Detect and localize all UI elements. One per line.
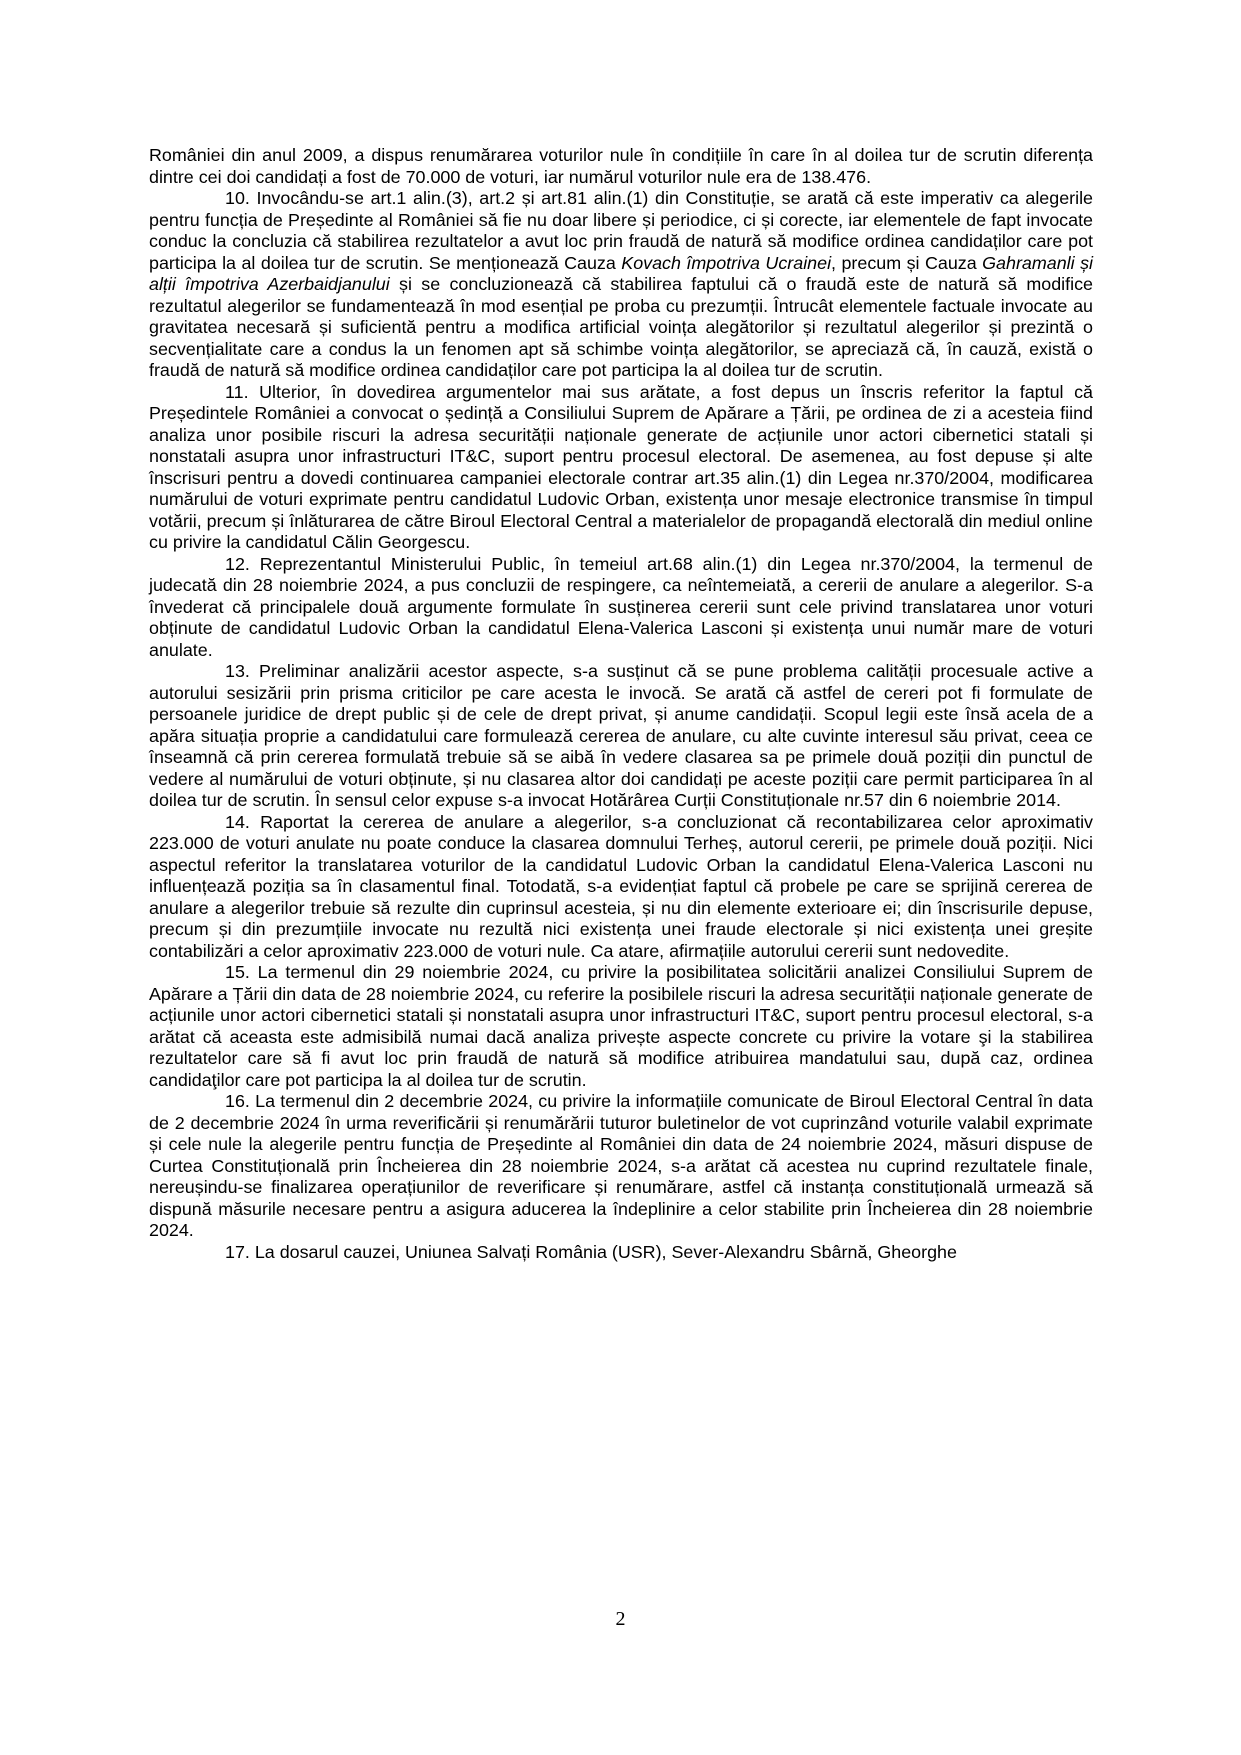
paragraph-text: 12. Reprezentantul Ministerului Public, în temeiul art.68 alin.(1) din Legea nr.370/2004, la termenul de judecată din 28 noiembrie 2024, a pus concluzii de respingere, ca neîntemeiată, a cererii de anulare a alegerilor. S-a învederat că principalele două argumente formulate în susținerea cererii sunt cele privind translatarea unor voturi obținute de candidatul Ludovic Orban la candidatul Elena-Valerica Lasconi și existența unui număr mare de voturi anulate. — [149, 553, 1093, 660]
paragraph — [149, 1242, 1093, 1264]
paragraph-text: , precum și Cauza — [831, 252, 983, 273]
paragraph — [149, 661, 1093, 812]
paragraph-text: 13. Preliminar analizării acestor aspecte, s-a susținut că se pune problema calității procesuale active a autorului sesizării prin prisma criticilor pe care acesta le invocă. Se arată că astfel de cereri pot fi formulate de persoanele juridice de drept public și de cele de drept privat, și anume candidații. Scopul legii este însă acela de a apăra situația proprie a candidatului care formulează cererea de anulare, cu alte cuvinte interesul său privat, ceea ce înseamnă că prin cererea formulată trebuie să se aibă în vedere clasarea sa pe primele două poziții din punctul de vedere al numărului de voturi obținute, și nu clasarea altor doi candidați pe aceste poziții care permit participarea în al doilea tur de scrutin. În sensul celor expuse s-a invocat Hotărârea Curții Constituționale nr.57 din 6 noiembrie 2014. — [149, 661, 1093, 810]
paragraph-text: 14. Raportat la cererea de anulare a alegerilor, s-a concluzionat că recontabilizarea celor aproximativ 223.000 de voturi anulate nu poate conduce la clasarea domnului Terheș, autorul cererii, pe primele două poziții. Nici aspectul referitor la translatarea voturilor de la candidatul Ludovic Orban la candidatul Elena-Valerica Lasconi nu influențează poziția sa în clasamentul final. Totodată, s-a evidențiat faptul că probele pe care se sprijină cererea de anulare a alegerilor trebuie să rezulte din cuprinsul acesteia, și nu din elemente exterioare ei; din înscrisurile depuse, precum și din prezumțiile invocate nu rezultă nici existența unei fraude electorale și nici existența unei greșite contabilizări a celor aproximativ 223.000 de voturi nule. Ca atare, afirmațiile autorului cererii sunt nedovedite. — [149, 811, 1093, 961]
paragraph-text: României din anul 2009, a dispus renumărarea voturilor nule în condițiile în care în al doilea tur de scrutin diferența dintre cei doi candidați a fost de 70.000 de voturi, iar numărul voturilor nule era de 138.476. — [149, 145, 1093, 187]
document-body — [149, 145, 1093, 1263]
paragraph — [149, 554, 1093, 662]
page-number: 2 — [615, 1608, 626, 1630]
case-name-italic: Kovach împotriva Ucrainei — [621, 252, 832, 273]
paragraph — [149, 1091, 1093, 1242]
paragraph — [149, 812, 1093, 963]
paragraph-text: 17. La dosarul cauzei, Uniunea Salvați România (USR), Sever-Alexandru Sbârnă, Gheorghe — [225, 1241, 957, 1262]
paragraph — [149, 188, 1093, 382]
paragraph-text: 15. La termenul din 29 noiembrie 2024, cu privire la posibilitatea solicitării analizei Consiliului Suprem de Apărare a Țării din data de 28 noiembrie 2024, cu referire la posibilele riscuri la adresa securității naționale generate de acțiunile unor actori cibernetici statali și nonstatali asupra unor infrastructuri IT&C, suport pentru procesul electoral, s-a arătat că aceasta este admisibilă numai dacă analiza privește aspecte concrete cu privire la votare şi la stabilirea rezultatelor care să fi avut loc prin fraudă de natură să modifice atribuirea mandatului sau, după caz, ordinea candidaţilor care pot participa la al doilea tur de scrutin. — [149, 962, 1093, 1090]
paragraph-text: 16. La termenul din 2 decembrie 2024, cu privire la informațiile comunicate de Biroul Electoral Central în data de 2 decembrie 2024 în urma reverificării și renumărării tuturor buletinelor de vot cuprinzând voturile valabil exprimate și cele nule la alegerile pentru funcția de Președinte al României din data de 24 noiembrie 2024, măsuri dispuse de Curtea Constituțională prin Încheierea din 28 noiembrie 2024, s-a arătat că acestea nu cuprind rezultatele finale, nereușindu-se finalizarea operațiunilor de reverificare și renumărare, astfel că instanța constituțională urmează să dispună măsurile necesare pentru a asigura aducerea la îndeplinire a celor stabilite prin Încheierea din 28 noiembrie 2024. — [149, 1091, 1093, 1240]
paragraph — [149, 962, 1093, 1091]
paragraph-text: și se concluzionează că stabilirea faptului că o fraudă este de natură să modifice rezultatul alegerilor se fundamentează în mod esențial pe proba cu prezumții. Întrucât elementele factuale invocate au gravitatea necesară și suficientă pentru a modifica artificial voința alegătorilor și rezultatul alegerilor și prezintă o secvențialitate care a condus la un fenomen apt să schimbe voința alegătorilor, se apreciază că, în cauză, există o fraudă de natură să modifice ordinea candidaților care pot participa la al doilea tur de scrutin. — [149, 274, 1093, 380]
paragraph — [149, 382, 1093, 554]
paragraph — [149, 145, 1093, 188]
paragraph-text: 10. Invocându-se art.1 alin.(3), art.2 și art.81 alin.(1) din Constituție, se arată că este imperativ ca alegerile pentru funcția de Președinte al României să fie nu doar libere și periodice, ci și corecte, iar elementele de fapt invocate conduc la concluzia că stabilirea rezultatelor a avut loc prin fraudă de natură să modifice ordinea candidaților care pot participa la al doilea tur de scrutin. Se menționează Cauza — [149, 188, 1093, 273]
paragraph-text: 11. Ulterior, în dovedirea argumentelor mai sus arătate, a fost depus un înscris referitor la faptul că Președintele României a convocat o ședință a Consiliului Suprem de Apărare a Țării, pe ordinea de zi a acesteia fiind analiza unor posibile riscuri la adresa securității naționale generate de acțiunile unor actori cibernetici statali și nonstatali asupra unor infrastructuri IT&C, suport pentru procesul electoral. De asemenea, au fost depuse și alte înscrisuri pentru a dovedi continuarea campaniei electorale contrar art.35 alin.(1) din Legea nr.370/2004, modificarea numărului de voturi exprimate pentru candidatul Ludovic Orban, existența unor mesaje electronice transmise în timpul votării, precum și înlăturarea de către Biroul Electoral Central a materialelor de propagandă electorală din mediul online cu privire la candidatul Călin Georgescu. — [149, 381, 1093, 552]
case-name-italic: Gahramanli și alții împotriva Azerbaidjanului — [149, 252, 1093, 294]
